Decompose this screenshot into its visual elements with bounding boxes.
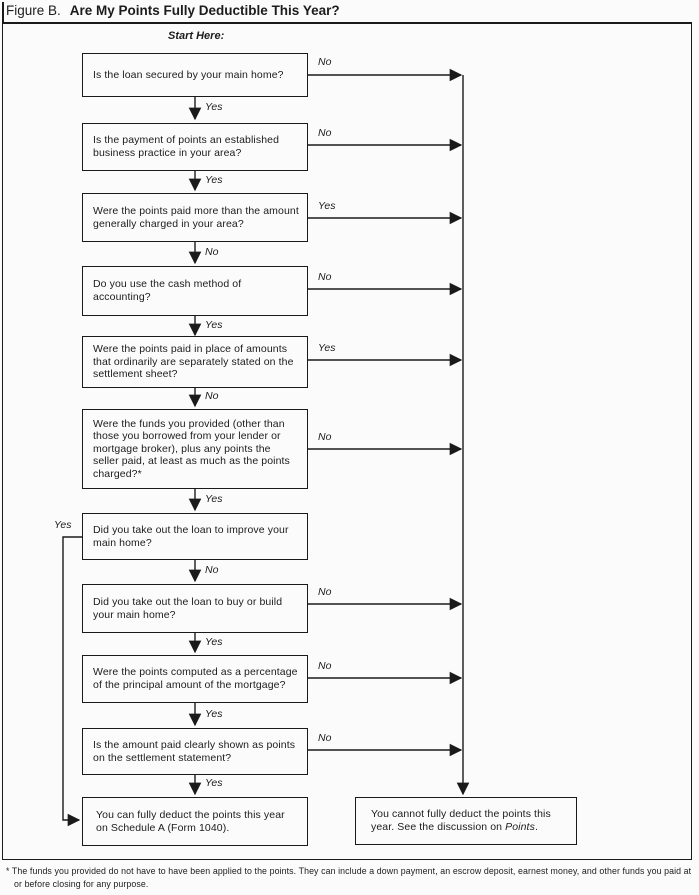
result-text: You can fully deduct the points this year on Schedule A (Form 1040). bbox=[96, 808, 285, 834]
branch-label-down-9: Yes bbox=[205, 708, 223, 720]
branch-label-side-8: No bbox=[318, 586, 332, 598]
branch-label-down-6: Yes bbox=[205, 493, 223, 505]
question-box-10 bbox=[82, 728, 308, 775]
branch-label-side-3: Yes bbox=[318, 200, 336, 212]
question-text: Were the points paid more than the amount generally charged in your area? bbox=[93, 204, 299, 230]
points-italic-term: Points bbox=[505, 821, 535, 833]
branch-label-down-10: Yes bbox=[205, 777, 223, 789]
figure-label: Figure B. bbox=[6, 3, 61, 18]
question-text: Do you use the cash method of accounting? bbox=[93, 278, 242, 303]
question-text: Did you take out the loan to improve your main home? bbox=[93, 523, 289, 549]
question-box-1 bbox=[82, 53, 308, 97]
question-box-7 bbox=[82, 513, 308, 560]
branch-label-down-5: No bbox=[205, 390, 219, 402]
result-text: You cannot fully deduct the points this year. See the discussion on Points. bbox=[371, 808, 551, 833]
question-box-2 bbox=[82, 123, 308, 171]
branch-label-side-2: No bbox=[318, 127, 332, 139]
branch-label-down-7: No bbox=[205, 564, 219, 576]
question-box-4 bbox=[82, 266, 308, 316]
title-left-border bbox=[2, 2, 4, 22]
branch-label-side-1: No bbox=[318, 56, 332, 68]
question-text: Were the points computed as a percentage of the principal amount of the mortgage? bbox=[93, 666, 298, 691]
branch-label-down-4: Yes bbox=[205, 319, 223, 331]
question-box-3 bbox=[82, 193, 308, 242]
branch-label-down-2: Yes bbox=[205, 174, 223, 186]
result-box-deduct bbox=[82, 797, 308, 846]
branch-label-down-1: Yes bbox=[205, 101, 223, 113]
footnote: * The funds you provided do not have to have been applied to the points. They can include a down payment, an escrow deposit, earnest money, and other funds you paid at or before closing for any purpose. bbox=[6, 866, 692, 889]
start-here-label: Start Here: bbox=[168, 30, 225, 42]
question-box-5 bbox=[82, 336, 308, 388]
branch-label-side-9: No bbox=[318, 660, 332, 672]
figure-title-text: Are My Points Fully Deductible This Year? bbox=[69, 3, 340, 18]
question-text: Did you take out the loan to buy or build your main home? bbox=[93, 595, 283, 621]
question-text: Is the payment of points an established business practice in your area? bbox=[93, 134, 280, 159]
branch-label-down-8: Yes bbox=[205, 636, 223, 648]
branch-label-side-4: No bbox=[318, 271, 332, 283]
branch-label-down-3: No bbox=[205, 246, 219, 258]
branch-label-side-10: No bbox=[318, 732, 332, 744]
branch-label-side-5: Yes bbox=[318, 342, 336, 354]
figure-title bbox=[6, 3, 340, 18]
question-box-9 bbox=[82, 655, 308, 703]
question-box-6 bbox=[82, 409, 308, 489]
question-box-8 bbox=[82, 584, 308, 633]
question-text: Were the funds you provided (other than those you borrowed from your lender or mortgage broker), plus any points the seller paid, at least as much as the points charged?* bbox=[93, 417, 290, 480]
branch-label-side-7: Yes bbox=[54, 519, 72, 531]
question-text: Is the amount paid clearly shown as points on the settlement statement? bbox=[93, 738, 296, 764]
branch-label-side-6: No bbox=[318, 431, 332, 443]
result-box-no-deduct bbox=[355, 797, 577, 845]
question-text: Were the points paid in place of amounts that ordinarily are separately stated on the settlement sheet? bbox=[93, 343, 294, 381]
question-text: Is the loan secured by your main home? bbox=[93, 68, 284, 81]
